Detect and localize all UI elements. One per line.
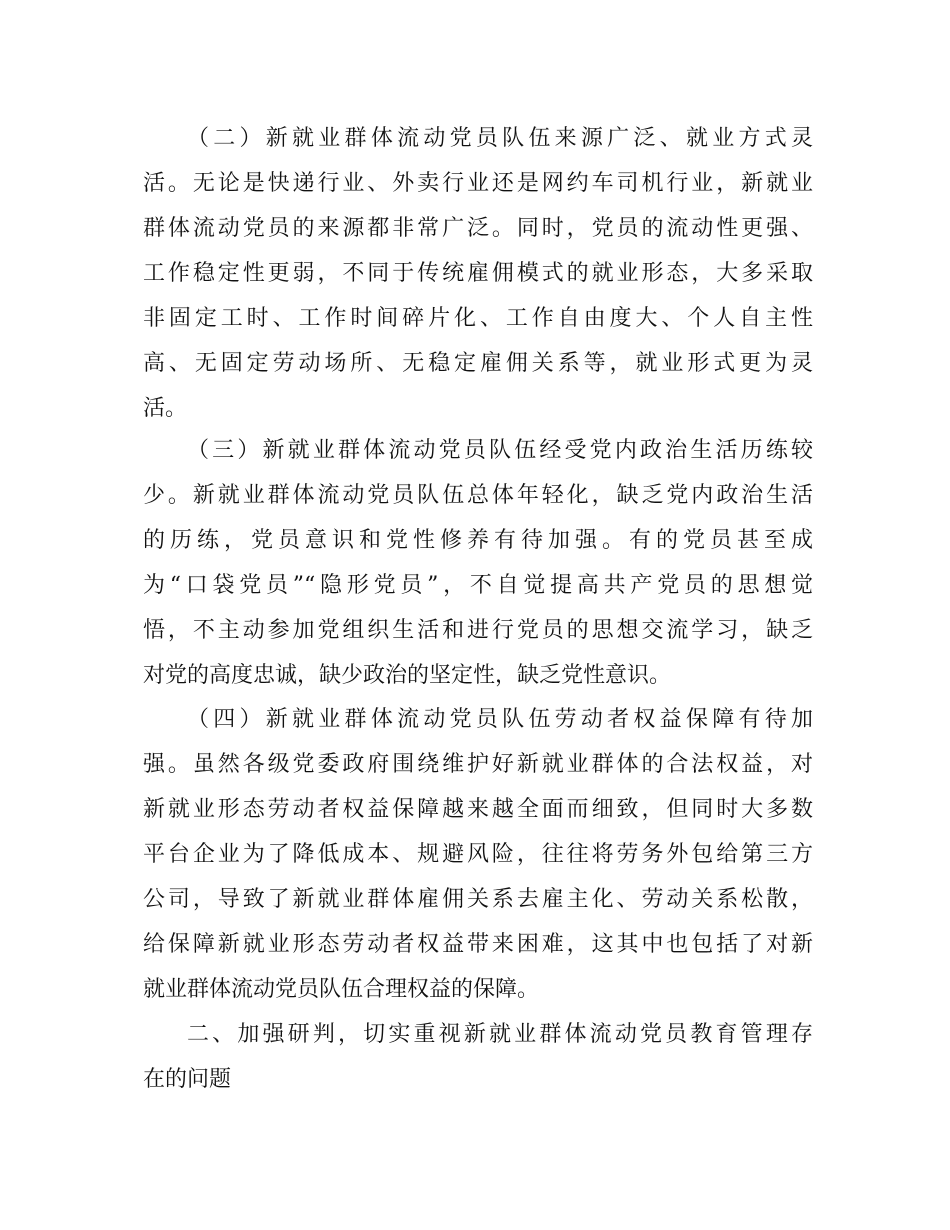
text-line: 高、无固定劳动场所、无稳定雇佣关系等，就业形式更为灵: [143, 351, 813, 376]
text-line: 悟，不主动参加党组织生活和进行党员的思想交流学习，缺乏: [143, 618, 813, 643]
text-line: （三）新就业群体流动党员队伍经受党内政治生活历练较: [187, 438, 813, 463]
text-line: 少。新就业群体流动党员队伍总体年轻化，缺乏党内政治生活: [143, 483, 813, 508]
text-line: 在的问题: [143, 1067, 232, 1092]
text-line: 对党的高度忠诚，缺少政治的坚定性，缺乏党性意识。: [143, 663, 672, 688]
text-line: 的历练，党员意识和党性修养有待加强。有的党员甚至成: [143, 528, 813, 553]
text-line: 二、加强研判，切实重视新就业群体流动党员教育管理存: [187, 1022, 813, 1047]
text-line: 公司，导致了新就业群体雇佣关系去雇主化、劳动关系松散，: [143, 887, 813, 912]
paragraph-employment-sources: [143, 116, 813, 431]
text-line: （二）新就业群体流动党员队伍来源广泛、就业方式灵: [187, 126, 813, 151]
text-line: 工作稳定性更弱，不同于传统雇佣模式的就业形态，大多采取: [143, 261, 813, 286]
text-line: 给保障新就业形态劳动者权益带来困难，这其中也包括了对新: [143, 932, 813, 957]
text-line: 活。: [143, 396, 188, 421]
text-line: （四）新就业群体流动党员队伍劳动者权益保障有待加: [187, 707, 813, 732]
text-line: 就业群体流动党员队伍合理权益的保障。: [143, 977, 540, 1002]
text-line: 强。虽然各级党委政府围绕维护好新就业群体的合法权益，对: [143, 752, 813, 777]
text-line: 活。无论是快递行业、外卖行业还是网约车司机行业，新就业: [143, 171, 813, 196]
text-line: 平台企业为了降低成本、规避风险，往往将劳务外包给第三方: [143, 842, 813, 867]
text-line: 为“口袋党员”“隐形党员”，不自觉提高共产党员的思想觉: [143, 573, 813, 598]
section-heading-two: [143, 1012, 813, 1102]
paragraph-rights-protection: [143, 697, 813, 1012]
text-line: 群体流动党员的来源都非常广泛。同时，党员的流动性更强、: [143, 216, 813, 241]
paragraph-political-life: [143, 428, 813, 698]
text-line: 非固定工时、工作时间碎片化、工作自由度大、个人自主性: [143, 306, 813, 331]
text-line: 新就业形态劳动者权益保障越来越全面而细致，但同时大多数: [143, 797, 813, 822]
